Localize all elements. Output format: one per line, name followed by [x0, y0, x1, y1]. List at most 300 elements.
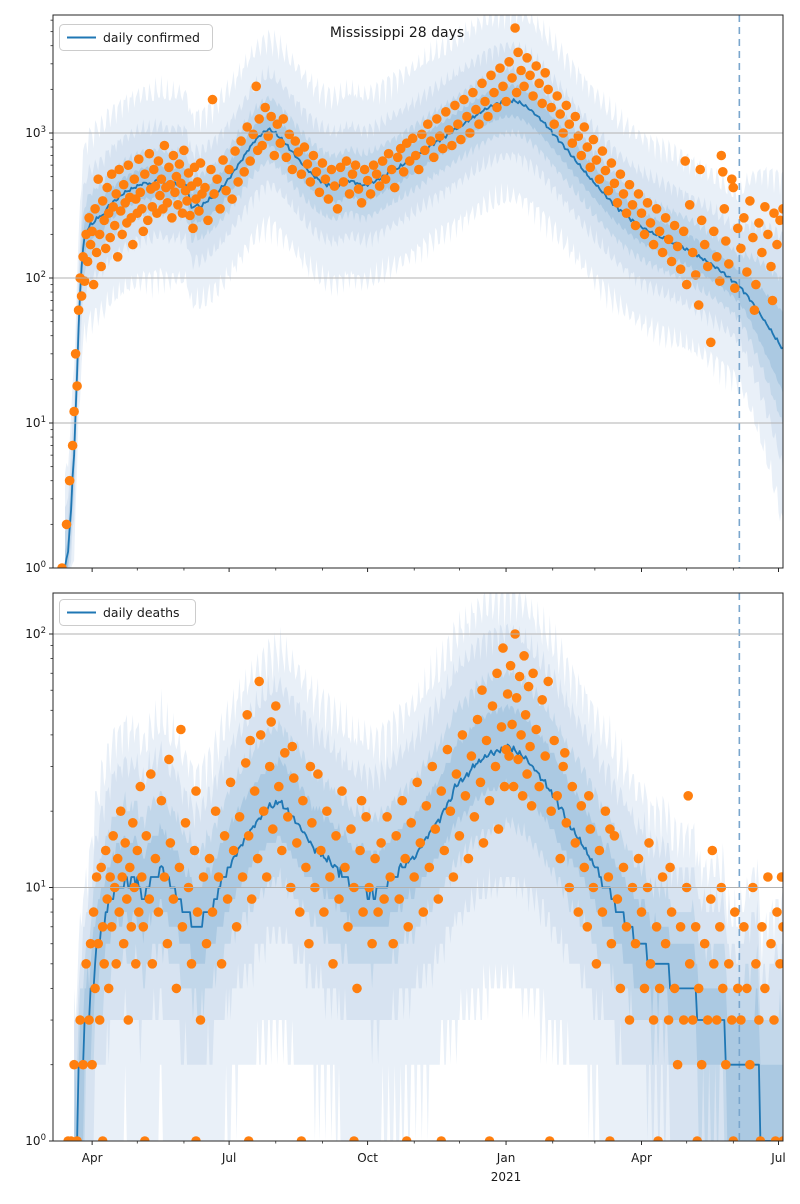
scatter-point [75, 1015, 85, 1025]
scatter-point [188, 224, 198, 234]
scatter-point [452, 769, 462, 779]
scatter-point [706, 894, 716, 904]
scatter-point [215, 204, 225, 214]
scatter-point [516, 66, 526, 76]
scatter-point [658, 248, 668, 258]
scatter-point [440, 846, 450, 856]
scatter-point [473, 715, 483, 725]
scatter-point [412, 778, 422, 788]
scatter-point [537, 695, 547, 705]
scatter-point [712, 252, 722, 262]
scatter-point [139, 227, 149, 237]
scatter-point [456, 135, 466, 145]
scatter-point [571, 112, 581, 122]
scatter-point [160, 872, 170, 882]
scatter-point [358, 907, 368, 917]
scatter-point [665, 863, 675, 873]
scatter-point [434, 894, 444, 904]
scatter-point [193, 907, 203, 917]
scatter-point [584, 791, 594, 801]
scatter-point [208, 907, 218, 917]
scatter-point [200, 183, 210, 193]
scatter-point [399, 167, 409, 177]
scatter-point [513, 48, 523, 58]
scatter-point [664, 235, 674, 245]
scatter-point [524, 682, 534, 692]
scatter-point [745, 1060, 755, 1070]
scatter-point [113, 854, 123, 864]
scatter-point [709, 227, 719, 237]
scatter-point [306, 762, 316, 772]
scatter-point [519, 82, 529, 92]
scatter-point [125, 863, 135, 873]
scatter-point [717, 151, 727, 161]
scatter-point [130, 174, 140, 184]
scatter-point [163, 198, 173, 208]
y-tick-label: $10^0$ [25, 1133, 46, 1148]
scatter-point [703, 1015, 713, 1025]
scatter-point [631, 939, 641, 949]
scatter-point [104, 984, 114, 994]
scatter-point [622, 208, 632, 218]
scatter-point [507, 720, 517, 730]
scatter-point [400, 854, 410, 864]
scatter-point [196, 1015, 206, 1025]
scatter-point [760, 984, 770, 994]
scatter-point [694, 984, 704, 994]
scatter-point [486, 71, 496, 81]
scatter-point [114, 165, 124, 175]
scatter-point [262, 872, 272, 882]
scatter-point [673, 1060, 683, 1070]
scatter-point [295, 907, 305, 917]
scatter-point [667, 907, 677, 917]
scatter-point [93, 174, 103, 184]
scatter-point [652, 922, 662, 932]
scatter-point [139, 922, 149, 932]
scatter-point [622, 922, 632, 932]
scatter-point [221, 186, 231, 196]
scatter-point [242, 710, 252, 720]
scatter-point [307, 818, 317, 828]
scatter-point [552, 91, 562, 101]
scatter-point [178, 922, 188, 932]
scatter-point [441, 107, 451, 117]
scatter-point [128, 818, 138, 828]
scatter-point [276, 138, 286, 148]
scatter-point [232, 922, 242, 932]
scatter-point [467, 751, 477, 761]
scatter-point [661, 213, 671, 223]
scatter-point [164, 163, 174, 173]
scatter-point [83, 257, 93, 267]
scatter-point [700, 939, 710, 949]
scatter-point [489, 88, 499, 98]
scatter-point [422, 801, 432, 811]
scatter-point [512, 88, 522, 98]
scatter-point [208, 95, 218, 105]
scatter-point [503, 689, 513, 699]
scatter-point [309, 151, 319, 161]
scatter-point [257, 141, 267, 151]
scatter-point [124, 1015, 134, 1025]
scatter-point [480, 97, 490, 107]
x-tick-label: Jul [771, 1151, 786, 1165]
scatter-point [169, 894, 179, 904]
scatter-point [298, 796, 308, 806]
scatter-point [640, 984, 650, 994]
scatter-point [610, 831, 620, 841]
scatter-point [777, 872, 787, 882]
scatter-point [122, 894, 132, 904]
scatter-point [247, 894, 257, 904]
scatter-point [646, 218, 656, 228]
scatter-point [685, 959, 695, 969]
scatter-point [378, 156, 388, 166]
scatter-point [640, 230, 650, 240]
scatter-point [340, 863, 350, 873]
scatter-point [565, 119, 575, 129]
scatter-point [757, 922, 767, 932]
y-tick-label: $10^2$ [25, 626, 46, 641]
legend-label-confirmed: daily confirmed [103, 30, 200, 45]
x-tick-label: Apr [631, 1151, 652, 1165]
scatter-point [119, 180, 129, 190]
scatter-point [248, 130, 258, 140]
scatter-point [105, 872, 115, 882]
scatter-point [730, 283, 740, 293]
scatter-point [769, 1015, 779, 1025]
scatter-point [384, 149, 394, 159]
scatter-point [300, 142, 310, 152]
scatter-point [495, 63, 505, 73]
scatter-point [757, 248, 767, 258]
scatter-point [211, 806, 221, 816]
y-tick-label: $10^1$ [25, 415, 46, 430]
scatter-point [537, 99, 547, 109]
scatter-point [131, 959, 141, 969]
scatter-point [238, 872, 248, 882]
scatter-point [283, 812, 293, 822]
scatter-point [245, 156, 255, 166]
scatter-point [235, 812, 245, 822]
scatter-point [366, 189, 376, 199]
scatter-point [292, 838, 302, 848]
scatter-point [721, 1060, 731, 1070]
y-tick-label: $10^2$ [25, 270, 46, 285]
scatter-point [727, 1015, 737, 1025]
scatter-point [157, 174, 167, 184]
scatter-point [613, 198, 623, 208]
scatter-point [77, 291, 87, 301]
scatter-point [715, 922, 725, 932]
scatter-point [96, 863, 106, 873]
scatter-point [515, 672, 525, 682]
scatter-point [190, 846, 200, 856]
scatter-point [549, 736, 559, 746]
scatter-point [96, 262, 106, 272]
scatter-point [387, 165, 397, 175]
scatter-point [697, 1060, 707, 1070]
scatter-point [673, 242, 683, 252]
scatter-point [540, 751, 550, 761]
scatter-point [297, 169, 307, 179]
scatter-point [95, 230, 105, 240]
confirmed-plot [25, 2, 788, 575]
scatter-point [379, 894, 389, 904]
scatter-point [426, 136, 436, 146]
scatter-point [279, 114, 289, 124]
scatter-point [163, 939, 173, 949]
scatter-point [205, 854, 215, 864]
scatter-point [102, 183, 112, 193]
scatter-point [479, 838, 489, 848]
scatter-point [504, 751, 514, 761]
scatter-point [601, 166, 611, 176]
scatter-point [385, 872, 395, 882]
scatter-point [117, 230, 127, 240]
scatter-point [431, 824, 441, 834]
scatter-point [577, 151, 587, 161]
scatter-point [322, 806, 332, 816]
legend-label-deaths: daily deaths [103, 605, 180, 620]
scatter-point [534, 79, 544, 89]
scatter-point [628, 200, 638, 210]
scatter-point [86, 240, 96, 250]
scatter-point [224, 165, 234, 175]
scatter-point [318, 158, 328, 168]
scatter-point [202, 939, 212, 949]
scatter-point [388, 939, 398, 949]
scatter-point [522, 769, 532, 779]
scatter-point [720, 204, 730, 214]
scatter-point [223, 894, 233, 904]
scatter-point [616, 169, 626, 179]
scatter-point [148, 959, 158, 969]
scatter-point [127, 922, 137, 932]
scatter-point [194, 206, 204, 216]
scatter-point [742, 984, 752, 994]
scatter-point [695, 165, 705, 175]
scatter-point [72, 381, 82, 391]
scatter-point [604, 872, 614, 882]
scatter-point [90, 984, 100, 994]
scatter-point [562, 818, 572, 828]
scatter-point [482, 736, 492, 746]
scatter-point [432, 114, 442, 124]
scatter-point [306, 177, 316, 187]
scatter-point [507, 73, 517, 83]
scatter-point [354, 184, 364, 194]
scatter-point [652, 204, 662, 214]
scatter-point [98, 196, 108, 206]
scatter-point [531, 725, 541, 735]
scatter-point [154, 907, 164, 917]
scatter-point [425, 863, 435, 873]
scatter-point [339, 177, 349, 187]
scatter-point [724, 259, 734, 269]
scatter-point [736, 244, 746, 254]
scatter-point [254, 677, 264, 687]
scatter-point [411, 151, 421, 161]
scatter-point [667, 257, 677, 267]
scatter-point [133, 846, 143, 856]
scatter-point [616, 984, 626, 994]
scatter-point [282, 153, 292, 163]
scatter-point [685, 200, 695, 210]
scatter-point [571, 838, 581, 848]
scatter-point [560, 748, 570, 758]
scatter-point [453, 119, 463, 129]
scatter-point [154, 156, 164, 166]
scatter-point [289, 773, 299, 783]
scatter-point [185, 211, 195, 221]
scatter-point [348, 169, 358, 179]
scatter-point [519, 651, 529, 661]
scatter-point [772, 240, 782, 250]
scatter-point [598, 146, 608, 156]
scatter-point [483, 112, 493, 122]
scatter-point [199, 872, 209, 882]
scatter-point [134, 154, 144, 164]
scatter-point [568, 782, 578, 792]
scatter-point [116, 206, 126, 216]
scatter-point [751, 959, 761, 969]
scatter-point [206, 165, 216, 175]
scatter-point [549, 119, 559, 129]
scatter-point [239, 167, 249, 177]
scatter-point [763, 230, 773, 240]
scatter-point [325, 872, 335, 882]
scatter-point [580, 863, 590, 873]
scatter-point [226, 778, 236, 788]
scatter-point [712, 1015, 722, 1025]
scatter-point [604, 186, 614, 196]
scatter-point [119, 939, 129, 949]
scatter-point [357, 198, 367, 208]
scatter-point [492, 103, 502, 113]
scatter-point [373, 907, 383, 917]
scatter-point [766, 939, 776, 949]
scatter-point [449, 872, 459, 882]
scatter-point [443, 745, 453, 755]
scatter-point [128, 240, 138, 250]
scatter-point [464, 854, 474, 864]
scatter-point [251, 82, 261, 92]
scatter-point [381, 174, 391, 184]
scatter-point [754, 218, 764, 228]
scatter-point [151, 854, 161, 864]
scatter-point [367, 939, 377, 949]
scatter-point [500, 782, 510, 792]
scatter-point [498, 643, 508, 653]
scatter-point [370, 854, 380, 864]
scatter-point [245, 736, 255, 746]
scatter-point [87, 1060, 97, 1070]
scatter-point [346, 824, 356, 834]
scatter-point [525, 742, 535, 752]
scatter-point [607, 158, 617, 168]
scatter-point [423, 119, 433, 129]
x-tick-label: Jan [496, 1151, 516, 1165]
scatter-point [331, 831, 341, 841]
scatter-point [521, 710, 531, 720]
scatter-point [706, 338, 716, 348]
scatter-point [518, 791, 528, 801]
deaths-plot [25, 580, 788, 1166]
scatter-point [321, 174, 331, 184]
scatter-point [394, 894, 404, 904]
scatter-point [577, 801, 587, 811]
scatter-point [256, 730, 266, 740]
scatter-point [333, 204, 343, 214]
scatter-point [447, 141, 457, 151]
scatter-point [586, 824, 596, 834]
scatter-point [742, 267, 752, 277]
scatter-point [175, 863, 185, 873]
scatter-point [363, 176, 373, 186]
scatter-point [754, 1015, 764, 1025]
scatter-point [69, 407, 79, 417]
scatter-point [739, 213, 749, 223]
scatter-point [592, 959, 602, 969]
scatter-point [661, 939, 671, 949]
scatter-point [254, 114, 264, 124]
scatter-point [730, 907, 740, 917]
scatter-point [280, 748, 290, 758]
scatter-point [534, 782, 544, 792]
scatter-point [110, 221, 120, 231]
scatter-point [543, 677, 553, 687]
scatter-point [102, 894, 112, 904]
scatter-point [120, 838, 130, 848]
scatter-point [658, 872, 668, 882]
scatter-point [516, 730, 526, 740]
scatter-point [546, 103, 556, 113]
y-tick-label: $10^0$ [25, 560, 46, 575]
scatter-point [244, 831, 254, 841]
scatter-point [643, 198, 653, 208]
scatter-point [583, 922, 593, 932]
scatter-point [403, 922, 413, 932]
scatter-point [428, 762, 438, 772]
scatter-point [552, 791, 562, 801]
scatter-point [95, 1015, 105, 1025]
scatter-point [167, 213, 177, 223]
scatter-point [476, 778, 486, 788]
scatter-point [288, 742, 298, 752]
scatter-point [477, 685, 487, 695]
scatter-point [173, 200, 183, 210]
scatter-point [531, 61, 541, 71]
scatter-point [750, 305, 760, 315]
scatter-point [598, 907, 608, 917]
scatter-point [510, 23, 520, 33]
scatter-point [497, 722, 507, 732]
scatter-point [679, 227, 689, 237]
scatter-point [471, 105, 481, 115]
scatter-point [369, 160, 379, 170]
scatter-point [592, 155, 602, 165]
scatter-point [580, 122, 590, 132]
scatter-point [101, 244, 111, 254]
scatter-point [229, 846, 239, 856]
scatter-point [655, 227, 665, 237]
scatter-point [214, 872, 224, 882]
scatter-point [498, 82, 508, 92]
scatter-point [145, 149, 155, 159]
scatter-point [540, 68, 550, 78]
